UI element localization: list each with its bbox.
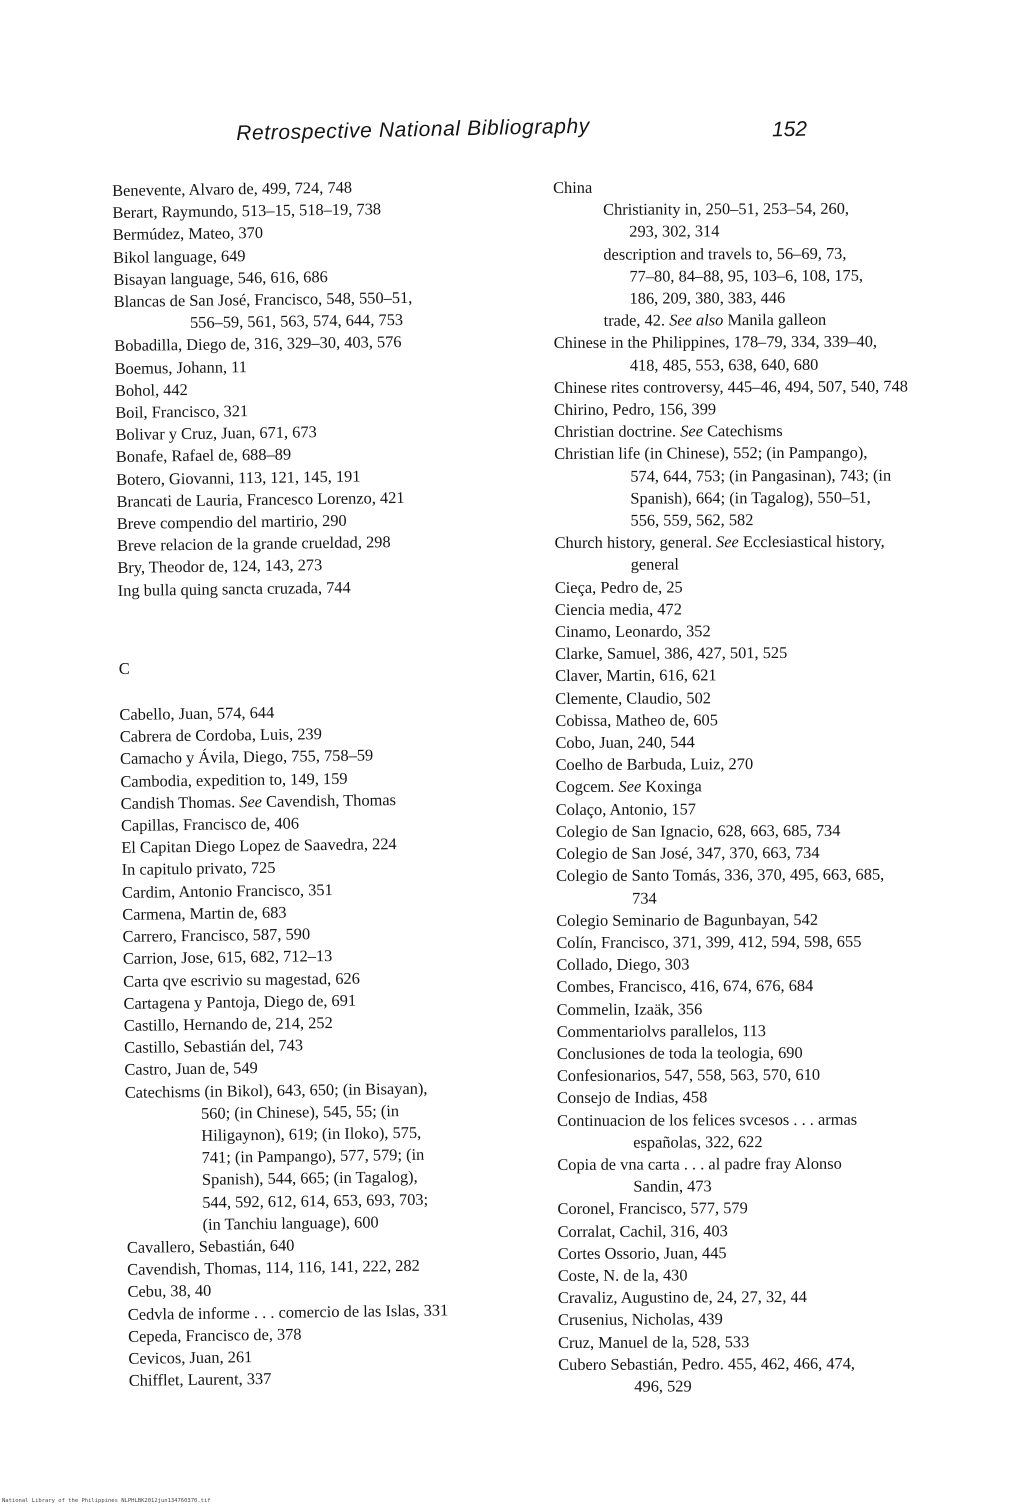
index-entry — [558, 1352, 998, 1398]
entry-line: Castillo, Sebastián del, 743 — [123, 1035, 304, 1058]
index-entry — [554, 375, 994, 399]
entry-line: Consejo de Indias, 458 — [556, 1087, 708, 1108]
index-entry — [555, 597, 995, 621]
entry-continuation-line: general — [630, 554, 679, 575]
index-column-right — [553, 175, 998, 1398]
entry-line: Ciencia media, 472 — [554, 599, 682, 619]
entry-continuation-line: Hiligaynon), 619; (in Iloko), 575, — [201, 1122, 422, 1145]
entry-line: Bonafe, Rafael de, 688–89 — [115, 444, 292, 467]
index-entry — [558, 1330, 998, 1354]
index-entry — [554, 419, 994, 443]
index-entry — [557, 1019, 997, 1043]
entry-line: Bry, Theodor de, 124, 143, 273 — [117, 555, 323, 578]
index-entry — [556, 908, 996, 932]
entry-line: Cambodia, expedition to, 149, 159 — [120, 768, 348, 791]
entry-line: Cruz, Manuel de la, 528, 533 — [558, 1331, 750, 1352]
index-entry — [556, 819, 996, 843]
entry-line: Cravaliz, Augustino de, 24, 27, 32, 44 — [557, 1287, 807, 1308]
index-entry — [556, 797, 996, 821]
entry-line: Clarke, Samuel, 386, 427, 501, 525 — [555, 643, 788, 664]
entry-line: Breve compendio del martirio, 290 — [116, 510, 347, 534]
entry-line: description and travels to, 56–69, 73, — [603, 243, 847, 264]
index-entry — [558, 1219, 998, 1243]
index-entry — [556, 974, 996, 998]
entry-line: Commelin, Izaäk, 356 — [556, 998, 703, 1019]
index-entry — [557, 1152, 997, 1198]
entry-continuation-line: 186, 209, 380, 383, 446 — [629, 288, 786, 308]
entry-line: Continuacion de los felices svcesos . . . armas — [557, 1109, 858, 1130]
entry-line: Cedvla de informe . . . comercio de las Islas, 331 — [127, 1299, 449, 1324]
index-entries-right — [554, 331, 999, 1399]
index-column-left — [112, 174, 529, 1392]
entry-line: Colín, Francisco, 371, 399, 412, 594, 598, 655 — [556, 931, 862, 952]
entry-line: Chifflet, Laurent, 337 — [128, 1369, 272, 1391]
entry-line: Colegio de San José, 347, 370, 663, 734 — [555, 842, 820, 864]
entry-line: Christian life (in Chinese), 552; (in Pampango), — [554, 443, 868, 464]
entry-line: Cobo, Juan, 240, 544 — [555, 732, 695, 753]
entry-line: Ing bulla quing sancta cruzada, 744 — [117, 577, 351, 600]
index-entry — [558, 1285, 998, 1309]
entry-line: Breve relacion de la grande crueldad, 298 — [116, 532, 391, 556]
index-entry — [555, 575, 995, 599]
entry-continuation-line: 293, 302, 314 — [629, 221, 720, 242]
entry-continuation-line: 574, 644, 753; (in Pangasinan), 743; (in — [630, 465, 892, 486]
index-entry — [554, 331, 994, 377]
entry-continuation-line: 418, 485, 553, 638, 640, 680 — [629, 354, 819, 375]
entry-line: Cabello, Juan, 574, 644 — [119, 702, 275, 725]
entry-continuation-line: 77–80, 84–88, 95, 103–6, 108, 175, — [629, 265, 864, 286]
entry-line: Colegio de Santo Tomás, 336, 370, 495, 663, 685, — [556, 864, 885, 886]
entry-continuation-line: 560; (in Chinese), 545, 55; (in — [200, 1100, 400, 1123]
entry-line: Colaço, Antonio, 157 — [555, 799, 697, 819]
entry-line: trade, 42. See also Manila galleon — [603, 310, 827, 330]
index-entry — [129, 1364, 529, 1392]
entry-line: Coste, N. de la, 430 — [557, 1265, 688, 1285]
entry-line: Conclusiones de toda la teologia, 690 — [556, 1042, 803, 1063]
index-entry — [557, 1063, 997, 1087]
index-entry — [557, 1085, 997, 1109]
entry-continuation-line: Spanish), 544, 665; (in Tagalog), — [201, 1167, 418, 1190]
index-entry — [554, 442, 994, 533]
index-entry — [557, 1041, 997, 1065]
index-entry — [554, 397, 994, 421]
index-entry — [555, 530, 995, 576]
index-section-b — [112, 174, 518, 601]
entry-continuation-line: Spanish), 664; (in Tagalog), 550–51, — [630, 487, 871, 508]
entry-line: Cubero Sebastián, Pedro. 455, 462, 466, 474, — [558, 1353, 856, 1374]
entry-line: Copia de vna carta . . . al padre fray Alonso — [557, 1153, 842, 1174]
china-subentries — [553, 197, 994, 332]
entry-line: Cieça, Pedro de, 25 — [554, 577, 683, 597]
index-entry — [556, 952, 996, 976]
entry-line: Capillas, Francisco de, 406 — [120, 813, 300, 836]
entry-continuation-line: 556–59, 561, 563, 574, 644, 753 — [189, 310, 404, 333]
entry-line: In capitulo privato, 725 — [121, 858, 276, 880]
index-entry — [555, 664, 995, 688]
entry-line: Bisayan language, 546, 616, 686 — [113, 266, 328, 289]
index-entry — [556, 752, 996, 776]
entry-line: Cebu, 38, 40 — [127, 1281, 212, 1302]
entry-line: Catechisms (in Bikol), 643, 650; (in Bisayan), — [124, 1078, 428, 1102]
entry-continuation-line: 741; (in Pampango), 577, 579; (in — [201, 1144, 425, 1167]
entry-line: Castillo, Hernando de, 214, 252 — [123, 1012, 333, 1035]
entry-line: Carta qve escrivio su magestad, 626 — [123, 968, 360, 991]
page-number: 152 — [771, 117, 808, 142]
entry-continuation-line: 496, 529 — [634, 1376, 692, 1396]
entry-line: Candish Thomas. See Cavendish, Thomas — [120, 789, 397, 813]
entry-line: Bermúdez, Mateo, 370 — [112, 223, 264, 245]
entry-line: Botero, Giovanni, 113, 121, 145, 191 — [116, 466, 361, 489]
entry-line: Coronel, Francisco, 577, 579 — [557, 1198, 748, 1219]
entry-line: Carmena, Martin de, 683 — [122, 902, 287, 924]
entry-line: Corralat, Cachil, 316, 403 — [557, 1220, 728, 1241]
entry-line: Cevicos, Juan, 261 — [128, 1347, 253, 1368]
entry-continuation-line: españolas, 322, 622 — [633, 1131, 763, 1152]
entry-line: Bohol, 442 — [114, 379, 188, 400]
entry-line: Benevente, Alvaro de, 499, 724, 748 — [112, 177, 353, 200]
entry-line: Cavallero, Sebastián, 640 — [126, 1235, 295, 1257]
entry-line: Clemente, Claudio, 502 — [555, 687, 712, 708]
index-entry — [555, 619, 995, 643]
entry-line: Cobissa, Matheo de, 605 — [555, 710, 718, 730]
entry-continuation-line: 556, 559, 562, 582 — [630, 510, 754, 530]
entry-line: Collado, Diego, 303 — [556, 954, 690, 975]
entry-line: Christian doctrine. See Catechisms — [554, 421, 783, 442]
index-entry — [555, 708, 995, 732]
index-entry-china: China — [553, 177, 593, 197]
entry-line: Confesionarios, 547, 558, 563, 570, 610 — [556, 1064, 821, 1086]
entry-line: Cogcem. See Koxinga — [555, 776, 702, 797]
entry-line: Boil, Francisco, 321 — [115, 401, 249, 423]
index-entry — [556, 775, 996, 799]
entry-line: Cinamo, Leonardo, 352 — [554, 621, 711, 642]
entry-line: Commentariolvs parallelos, 113 — [556, 1020, 767, 1041]
entry-line: Colegio de San Ignacio, 628, 663, 685, 734 — [555, 820, 841, 841]
index-entry — [557, 1108, 997, 1154]
entry-line: Cavendish, Thomas, 114, 116, 141, 222, 282 — [127, 1255, 420, 1280]
index-entry — [557, 997, 997, 1021]
entry-line: Cardim, Antonio Francisco, 351 — [121, 879, 333, 902]
entry-line: Cartagena y Pantoja, Diego de, 691 — [123, 990, 357, 1013]
entry-line: Carrero, Francisco, 587, 590 — [122, 924, 311, 947]
entry-line: Brancati de Lauria, Francesco Lorenzo, 421 — [116, 487, 405, 511]
entry-continuation-line: 544, 592, 612, 614, 653, 693, 703; — [202, 1189, 429, 1212]
entry-line: Carrion, Jose, 615, 682, 712–13 — [122, 946, 333, 969]
index-entry — [125, 1076, 527, 1237]
entry-line: Boemus, Johann, 11 — [114, 356, 248, 378]
entry-line: Church history, general. See Ecclesiastical history, — [554, 531, 885, 553]
index-section-c — [119, 698, 529, 1392]
entry-line: Colegio Seminario de Bagunbayan, 542 — [556, 909, 819, 930]
entry-line: Castro, Juan de, 549 — [124, 1058, 258, 1080]
entry-line: Claver, Martin, 616, 621 — [555, 665, 717, 686]
entry-line: Christianity in, 250–51, 253–54, 260, — [603, 198, 850, 219]
entry-line: Combes, Francisco, 416, 674, 676, 684 — [556, 976, 814, 997]
index-subentry — [553, 197, 993, 243]
index-entry — [558, 1307, 998, 1331]
scan-footer-note: National Library of the Philippines NLPHLBK2012jun134760370.tif — [2, 1498, 211, 1504]
entry-line: Berart, Raymundo, 513–15, 518–19, 738 — [112, 199, 382, 223]
entry-line: Crusenius, Nicholas, 439 — [557, 1309, 723, 1330]
index-entry — [555, 686, 995, 710]
index-entry — [555, 730, 995, 754]
entry-line: Cortes Ossorio, Juan, 445 — [557, 1243, 727, 1263]
index-entry — [556, 841, 996, 865]
entry-line: Bikol language, 649 — [112, 245, 246, 267]
index-entry — [557, 1196, 997, 1220]
entry-line: El Capitan Diego Lopez de Saavedra, 224 — [121, 834, 397, 858]
index-entry — [558, 1241, 998, 1265]
index-entry — [556, 863, 996, 909]
index-entry — [555, 641, 995, 665]
running-head-title: Retrospective National Bibliography — [236, 114, 591, 145]
index-entry — [114, 285, 515, 335]
entry-continuation-line: 734 — [632, 888, 657, 908]
entry-line: Chirino, Pedro, 156, 399 — [553, 399, 717, 420]
entry-line: Coelho de Barbuda, Luiz, 270 — [555, 754, 754, 775]
entry-line: Camacho y Ávila, Diego, 755, 758–59 — [119, 745, 374, 769]
entry-line: Chinese in the Philippines, 178–79, 334, 339–40, — [553, 332, 878, 353]
entry-continuation-line: Sandin, 473 — [633, 1176, 712, 1196]
entry-line: Blancas de San José, Francisco, 548, 550–51, — [113, 287, 413, 312]
entry-continuation-line: (in Tanchiu language), 600 — [202, 1212, 379, 1234]
index-entry — [118, 574, 518, 602]
index-subentry — [553, 242, 993, 311]
index-subentry — [554, 308, 994, 332]
index-entry — [558, 1263, 998, 1287]
index-entry — [556, 930, 996, 954]
section-letter-c: C — [118, 658, 130, 678]
entry-line: Cepeda, Francisco de, 378 — [128, 1324, 302, 1346]
entry-line: Bolivar y Cruz, Juan, 671, 673 — [115, 422, 317, 445]
entry-line: Bobadilla, Diego de, 316, 329–30, 403, 576 — [114, 332, 402, 356]
entry-line: Cabrera de Cordoba, Luis, 239 — [119, 724, 322, 747]
entry-line: Chinese rites controversy, 445–46, 494, 507, 540, 748 — [553, 376, 908, 397]
